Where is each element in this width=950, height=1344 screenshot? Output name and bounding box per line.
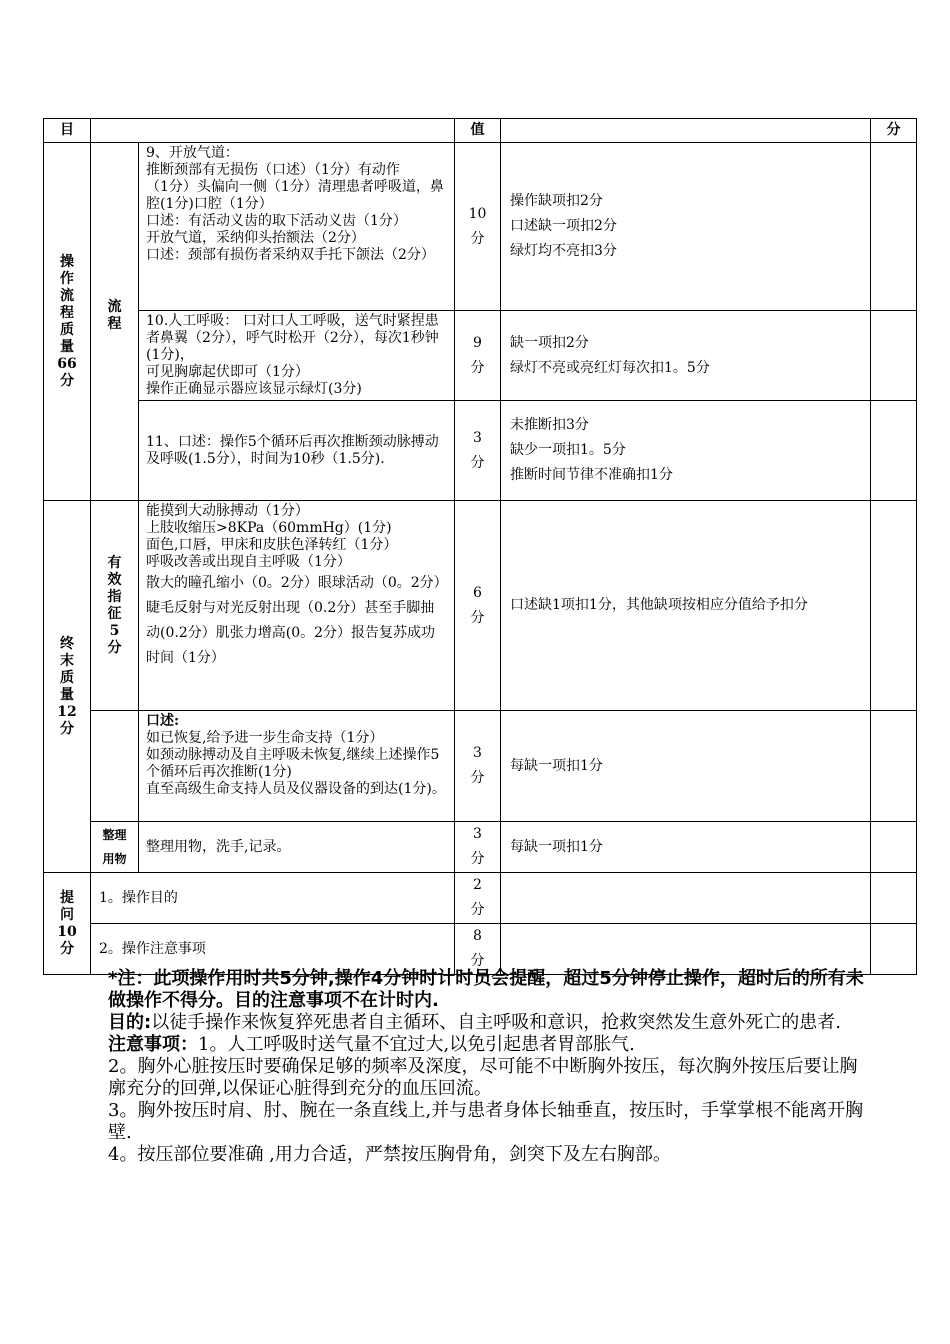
arrange-score (871, 822, 917, 873)
question-2-value: 8 分 (455, 924, 501, 975)
table-row-arrange (44, 822, 917, 873)
effective-signs-score (871, 501, 917, 711)
oral-score (871, 711, 917, 822)
section-terminal-quality: 终 末 质 量 12 分 (44, 501, 91, 873)
respiration-score (871, 311, 917, 401)
respiration-value: 9 分 (455, 311, 501, 401)
arrange-text: 整理用物，洗手,记录。 (139, 822, 455, 873)
open-airway-text: 9、开放气道： 推断颈部有无损伤（口述）（1分）有动作 （1分）头偏向一侧（1分）清理患者呼吸道，鼻腔(1分)口腔（1分） 口述：有活动义齿的取下活动义齿（1分） 开放气道，采纳仰头抬额法（2分） 口述：颈部有损伤者采纳双手托下颌法（2分） (139, 143, 455, 311)
table-row-open-airway (44, 143, 917, 311)
timing-note: *注：此项操作用时共5分钟,操作4分钟时计时员会提醒，超过5分钟停止操作，超时后的所有未做操作不得分。目的注意事项不在计时内. (108, 968, 864, 1011)
section-process: 流 程 (91, 143, 139, 501)
effective-signs-value: 6 分 (455, 501, 501, 711)
reassess-text: 11、口述：操作5个循环后再次推断颈动脉搏动及呼吸(1.5分），时间为10秒（1.5分). (139, 401, 455, 501)
table-row-respiration (44, 311, 917, 401)
table-row-oral (44, 711, 917, 822)
scoring-table (43, 118, 917, 975)
table-row-effective-signs (44, 501, 917, 711)
section-questions: 提 问 10 分 (44, 873, 91, 975)
header-score: 分 (871, 119, 917, 143)
attention-note-1: 注意事项：1。人工呼吸时送气量不宜过大,以免引起患者胃部胀气. (108, 1034, 635, 1055)
oral-text: 口述: 如已恢复,给予进一步生命支持（1分） 如颈动脉搏动及自主呼吸未恢复,继续上述操作5个循环后再次推断(1分) 直至高级生命支持人员及仪器设备的到达(1分)。 (139, 711, 455, 822)
question-1-text: 1。操作目的 (91, 873, 455, 924)
arrange-value: 3 分 (455, 822, 501, 873)
question-1-value: 2 分 (455, 873, 501, 924)
reassess-score (871, 401, 917, 501)
header-item: 目 (44, 119, 91, 143)
open-airway-deduction: 操作缺项扣2分 口述缺一项扣2分 绿灯均不亮扣3分 (501, 143, 871, 311)
table-row-question-2 (44, 924, 917, 975)
effective-signs-text: 能摸到大动脉搏动（1分） 上肢收缩压>8KPa（60mmHg）(1分) 面色,口唇，甲床和皮肤色泽转红（1分） 呼吸改善或出现自主呼吸（1分） 散大的瞳孔缩小（0。2分）眼球活动（0。2分）睫毛反射与对光反射出现（0.2分）甚至手脚抽动(0.2分）肌张力增高(0。2分）报告复苏成功时间（1分） (139, 501, 455, 711)
respiration-text: 10.人工呼吸： 口对口人工呼吸，送气时紧捏患者鼻翼（2分），呼气时松开（2分），每次1秒钟(1分)， 可见胸廓起伏即可（1分） 操作正确显示器应该显示绿灯(3分) (139, 311, 455, 401)
arrange-deduction: 每缺一项扣1分 (501, 822, 871, 873)
reassess-deduction: 未推断扣3分 缺少一项扣1。5分 推断时间节律不准确扣1分 (501, 401, 871, 501)
question-2-text: 2。操作注意事项 (91, 924, 455, 975)
attention-note-4: 4。按压部位要准确 ,用力合适，严禁按压胸骨角，剑突下及左右胸部。 (108, 1144, 671, 1165)
section-effective-signs: 有 效 指 征 5 分 (91, 501, 139, 711)
section-arrange: 整理 用物 (91, 822, 139, 873)
header-value: 值 (455, 119, 501, 143)
attention-note-3: 3。胸外按压时肩、肘、腕在一条直线上,并与患者身体长轴垂直，按压时，手掌掌根不能离开胸壁. (108, 1100, 864, 1143)
attention-note-2: 2。胸外心脏按压时要确保足够的频率及深度，尽可能不中断胸外按压，每次胸外按压后要让胸廓充分的回弹,以保证心脏得到充分的血压回流。 (108, 1056, 858, 1099)
oral-value: 3 分 (455, 711, 501, 822)
effective-signs-deduction: 口述缺1项扣1分，其他缺项按相应分值给予扣分 (501, 501, 871, 711)
table-row-question-1 (44, 873, 917, 924)
table-row-reassess (44, 401, 917, 501)
reassess-value: 3 分 (455, 401, 501, 501)
respiration-deduction: 缺一项扣2分 绿灯不亮或亮红灯每次扣1。5分 (501, 311, 871, 401)
oral-deduction: 每缺一项扣1分 (501, 711, 871, 822)
purpose-note: 目的:以徒手操作来恢复猝死患者自主循环、自主呼吸和意识，抢救突然发生意外死亡的患者. (108, 1012, 841, 1033)
open-airway-value: 10 分 (455, 143, 501, 311)
section-operation-quality: 操 作 流 程 质 量 66 分 (44, 143, 91, 501)
notes-section (108, 968, 868, 1166)
header-row (44, 119, 917, 143)
open-airway-score (871, 143, 917, 311)
